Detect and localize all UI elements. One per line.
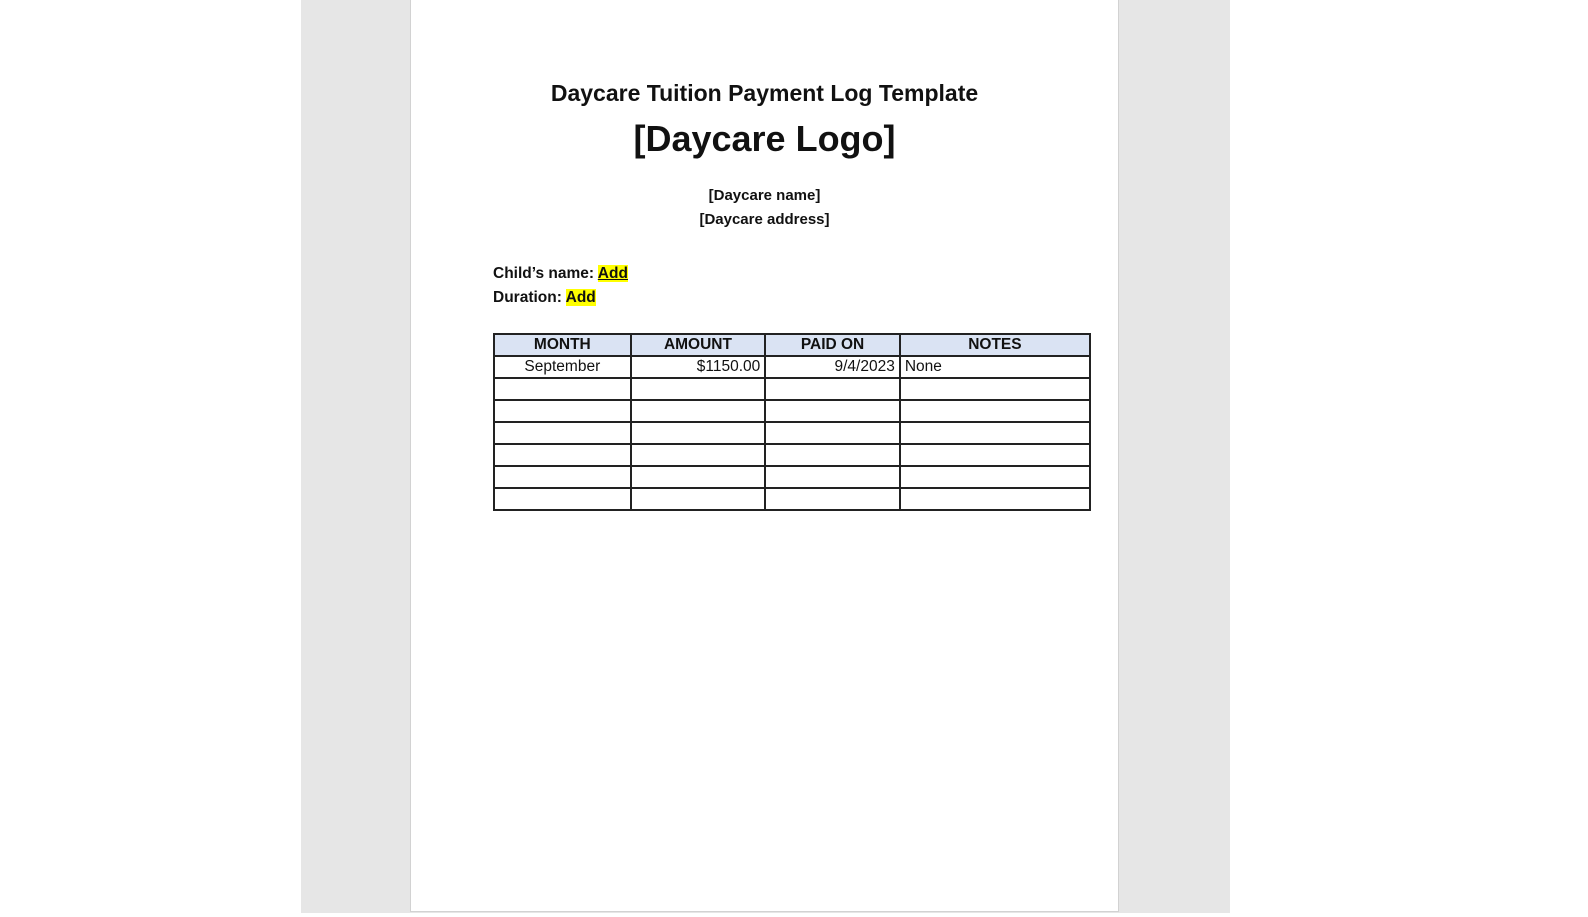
table-row [494, 400, 1090, 422]
cell-month[interactable] [494, 488, 631, 510]
header-month: MONTH [494, 334, 631, 356]
header-notes: NOTES [900, 334, 1090, 356]
daycare-name: [Daycare name] [708, 187, 821, 204]
cell-notes[interactable] [900, 400, 1090, 422]
cell-paid-on[interactable] [765, 422, 900, 444]
cell-paid-on[interactable]: 9/4/2023 [765, 356, 900, 378]
cell-amount[interactable] [631, 488, 766, 510]
header-amount: AMOUNT [631, 334, 766, 356]
cell-paid-on[interactable] [765, 488, 900, 510]
cell-amount[interactable] [631, 422, 766, 444]
table-row [494, 444, 1090, 466]
cell-month[interactable] [494, 422, 631, 444]
payment-log-table [493, 333, 1091, 511]
cell-amount[interactable] [631, 400, 766, 422]
cell-paid-on[interactable] [765, 400, 900, 422]
cell-notes[interactable] [900, 444, 1090, 466]
cell-notes[interactable] [900, 422, 1090, 444]
cell-notes[interactable] [900, 378, 1090, 400]
child-name-value[interactable]: Add [597, 265, 628, 282]
table-row [494, 488, 1090, 510]
document-page [410, 0, 1119, 912]
cell-month[interactable] [494, 466, 631, 488]
cell-paid-on[interactable] [765, 466, 900, 488]
child-name-label: Child’s name: [493, 265, 595, 282]
cell-amount[interactable] [631, 466, 766, 488]
child-name-field [493, 265, 628, 283]
duration-label: Duration: [493, 289, 562, 306]
cell-paid-on[interactable] [765, 378, 900, 400]
cell-notes[interactable]: None [900, 356, 1090, 378]
cell-notes[interactable] [900, 466, 1090, 488]
cell-amount[interactable]: $1150.00 [631, 356, 766, 378]
table-row [494, 422, 1090, 444]
document-title: Daycare Tuition Payment Log Template [550, 80, 979, 106]
daycare-address: [Daycare address] [699, 211, 830, 228]
cell-month[interactable] [494, 400, 631, 422]
cell-paid-on[interactable] [765, 444, 900, 466]
header-paid-on: PAID ON [765, 334, 900, 356]
table-row [494, 378, 1090, 400]
cell-month[interactable]: September [494, 356, 631, 378]
cell-month[interactable] [494, 378, 631, 400]
table-row [494, 356, 1090, 378]
cell-month[interactable] [494, 444, 631, 466]
logo-placeholder: [Daycare Logo] [633, 118, 896, 159]
duration-field [493, 289, 596, 307]
cell-amount[interactable] [631, 444, 766, 466]
table-header-row [494, 334, 1090, 356]
cell-notes[interactable] [900, 488, 1090, 510]
table-row [494, 466, 1090, 488]
duration-value[interactable]: Add [565, 289, 596, 306]
cell-amount[interactable] [631, 378, 766, 400]
